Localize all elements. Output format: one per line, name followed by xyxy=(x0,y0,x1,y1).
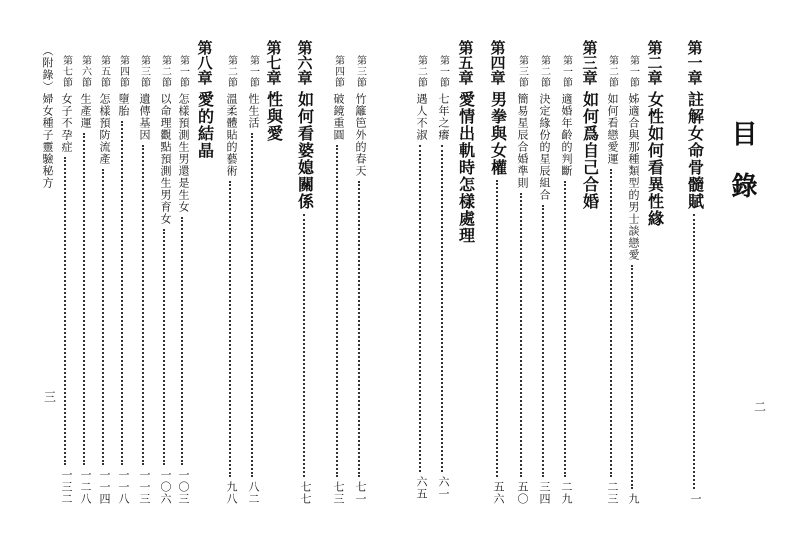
toc-entry-ch6 xyxy=(295,40,315,505)
section-label: 第二節 xyxy=(606,55,618,88)
page-number: 一一八 xyxy=(117,469,130,505)
section-label: 第四節 xyxy=(332,55,344,88)
leader-dots xyxy=(229,181,233,477)
page-number: 九 xyxy=(627,493,640,505)
leader-dots xyxy=(419,145,423,472)
leader-dots xyxy=(496,180,500,477)
section-label: 第一節 xyxy=(437,55,449,88)
chapter-label: 第七章 xyxy=(264,40,283,85)
folio-right: 二 xyxy=(754,400,767,414)
page-number: 九八 xyxy=(225,481,238,505)
section-label: 第一節 xyxy=(560,55,572,88)
chapter-title: 女性如何看異性緣 xyxy=(645,91,665,227)
toc-entry-s7-2 xyxy=(223,55,239,505)
page-number: 六五 xyxy=(415,476,428,500)
section-label: 第二節 xyxy=(225,55,237,88)
page-number: 二九 xyxy=(560,481,573,505)
chapter-label: 第二章 xyxy=(645,40,664,85)
page-number: 一二八 xyxy=(79,469,92,505)
page-number: 五六 xyxy=(492,481,505,505)
toc-entry-s7-1 xyxy=(245,55,261,505)
folio-left: 三 xyxy=(44,390,57,404)
chapter-label: 第八章 xyxy=(195,40,214,85)
toc-entry-s5-2 xyxy=(413,55,429,500)
toc-title: 目錄 xyxy=(727,120,757,224)
toc-entry-s8-7 xyxy=(58,55,74,505)
toc-entry-s8-3 xyxy=(136,55,152,505)
page-number: 三四 xyxy=(538,481,551,505)
chapter-title: 註解女命骨髓賦 xyxy=(685,91,705,210)
page-number: 六一 xyxy=(437,476,450,500)
leader-dots xyxy=(564,181,568,477)
toc-entry-ch8 xyxy=(195,40,215,330)
chapter-title: 愛情出軌時怎樣處理 xyxy=(456,91,476,244)
section-title: 遇人不淑 xyxy=(415,93,428,141)
toc-entry-s8-6 xyxy=(77,55,93,505)
toc-entry-s8-2 xyxy=(157,55,173,505)
leader-dots xyxy=(64,157,68,465)
toc-entry-s2-1 xyxy=(625,55,641,505)
section-title: 決定緣份的星辰組合 xyxy=(538,93,551,201)
section-title: 遺傳基因 xyxy=(138,93,151,141)
chapter-title: 愛的結晶 xyxy=(195,91,215,159)
page-number: 一三二 xyxy=(60,469,73,505)
toc-entry-s3-2 xyxy=(536,55,552,505)
page-number: 七七 xyxy=(299,481,312,505)
section-title: 以命理觀點預測生男育女 xyxy=(159,93,172,225)
leader-dots xyxy=(610,169,614,477)
page-number: 二三 xyxy=(606,481,619,505)
page-number: 七三 xyxy=(332,481,345,505)
section-title: 破鏡重圓 xyxy=(332,93,345,141)
leader-dots xyxy=(441,145,445,472)
section-label: 第一節 xyxy=(177,55,189,88)
leader-dots xyxy=(358,181,362,477)
leader-dots xyxy=(181,217,185,465)
page-number: 一一四 xyxy=(98,469,111,505)
section-title: 怎樣預防流產 xyxy=(98,93,111,165)
appendix-title: （附錄）婦女種子靈驗秘方 xyxy=(41,45,54,189)
leader-dots xyxy=(631,265,635,489)
chapter-title: 男拳與女權 xyxy=(488,91,508,176)
page-number: 一〇三 xyxy=(177,469,190,505)
section-label: 第二節 xyxy=(538,55,550,88)
chapter-title: 性與愛 xyxy=(264,91,284,142)
section-title: 墮胎 xyxy=(117,93,130,117)
leader-dots xyxy=(251,133,255,477)
toc-entry-app xyxy=(39,45,55,330)
page-number: 一 xyxy=(689,493,702,505)
toc-entry-ch3 xyxy=(580,40,600,330)
page-number: 八二 xyxy=(247,481,260,505)
toc-entry-s8-1 xyxy=(175,55,191,505)
section-label: 第五節 xyxy=(98,55,110,88)
leader-dots xyxy=(83,133,87,465)
section-title: 竹籬笆外的春天 xyxy=(354,93,367,177)
toc-entry-ch2 xyxy=(645,40,665,330)
chapter-label: 第三章 xyxy=(580,40,599,85)
page-number: 一一三 xyxy=(138,469,151,505)
leader-dots xyxy=(693,214,697,489)
section-label: 第六節 xyxy=(79,55,91,88)
section-label: 第四節 xyxy=(117,55,129,88)
chapter-title: 如何看婆媳關係 xyxy=(295,91,315,210)
chapter-label: 第四章 xyxy=(488,40,507,85)
toc-entry-ch4 xyxy=(488,40,508,505)
leader-dots xyxy=(163,229,167,465)
leader-dots xyxy=(520,193,524,477)
section-title: 性生活 xyxy=(247,93,260,129)
leader-dots xyxy=(142,145,146,465)
section-label: 第三節 xyxy=(138,55,150,88)
chapter-label: 第六章 xyxy=(295,40,314,85)
section-title: 七年之癢 xyxy=(437,93,450,141)
toc-entry-s2-2 xyxy=(604,55,620,505)
toc-entry-s8-4 xyxy=(115,55,131,505)
toc-entry-s5-1 xyxy=(435,55,451,500)
section-label: 第三節 xyxy=(354,55,366,88)
leader-dots xyxy=(303,214,307,477)
page-number: 一〇六 xyxy=(159,469,172,505)
toc-entry-s4-4 xyxy=(330,55,346,505)
toc-entry-s4-3 xyxy=(352,55,368,505)
section-title: 溫柔體貼的藝術 xyxy=(225,93,238,177)
section-title: 適婚年齡的判斷 xyxy=(560,93,573,177)
chapter-title: 如何爲自己合婚 xyxy=(580,91,600,210)
page-number: 五〇 xyxy=(516,481,529,505)
leader-dots xyxy=(121,121,125,465)
leader-dots xyxy=(102,169,106,465)
section-label: 第二節 xyxy=(159,55,171,88)
section-label: 第一節 xyxy=(627,55,639,88)
toc-entry-ch5 xyxy=(456,40,476,330)
section-label: 第二節 xyxy=(415,55,427,88)
toc-entry-s3-3 xyxy=(514,55,530,505)
section-title: 簡易星辰合婚準則 xyxy=(516,93,529,189)
chapter-label: 第一章 xyxy=(685,40,704,85)
leader-dots xyxy=(542,205,546,477)
toc-entry-s8-5 xyxy=(96,55,112,505)
section-title: 如何看戀愛運 xyxy=(606,93,619,165)
section-title: 怎樣預測生男還是生女 xyxy=(177,93,190,213)
toc-entry-s3-1 xyxy=(558,55,574,505)
chapter-label: 第五章 xyxy=(456,40,475,85)
section-label: 第三節 xyxy=(516,55,528,88)
section-label: 第七節 xyxy=(60,55,72,88)
section-title: 女子不孕症 xyxy=(60,93,73,153)
leader-dots xyxy=(336,145,340,477)
section-label: 第一節 xyxy=(247,55,259,88)
page-number: 七一 xyxy=(354,481,367,505)
toc-entry-ch1 xyxy=(685,40,705,505)
toc-entry-ch7 xyxy=(264,40,284,330)
section-title: 姊適合與那種類型的男士談戀愛 xyxy=(627,93,640,261)
section-title: 生產運 xyxy=(79,93,92,129)
